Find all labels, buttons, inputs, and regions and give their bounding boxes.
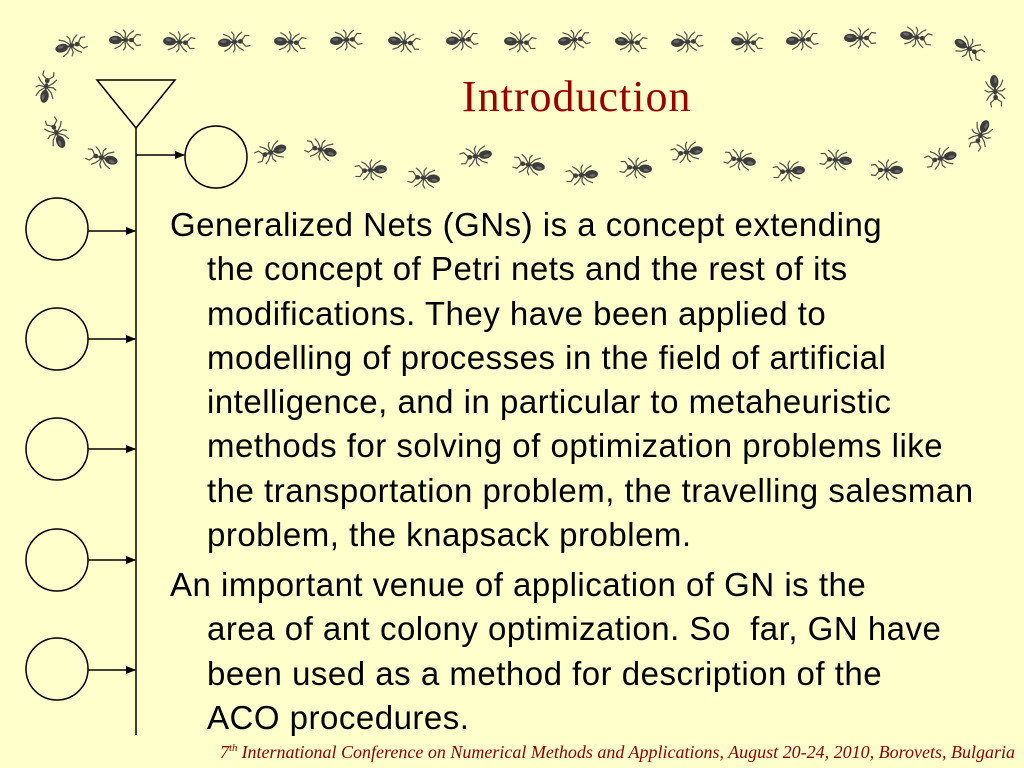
text-line: modelling of processes in the field of artificial [207, 338, 887, 376]
ant-icon [723, 147, 757, 172]
ant-icon [355, 159, 388, 182]
ant-icon [503, 31, 536, 54]
paragraph [170, 203, 974, 557]
paragraph [170, 563, 941, 740]
ant-icon [614, 31, 647, 54]
ant-icon [566, 164, 599, 187]
text-line: been used as a method for description of the [207, 654, 883, 692]
ant-icon [898, 25, 932, 50]
ant-icon [820, 149, 853, 172]
ant-icon [773, 160, 806, 183]
ant-icon [670, 140, 704, 165]
ant-icon [162, 31, 195, 54]
input-place-circle [26, 198, 88, 260]
text-line: An important venue of application of GN is the [170, 566, 867, 603]
ant-icon [408, 167, 441, 190]
footer-ordinal: 7 [220, 742, 229, 762]
text-line: Generalized Nets (GNs) is a concept extending [170, 206, 883, 243]
ant-icon [273, 31, 306, 54]
ant-icon [557, 28, 591, 52]
text-line: problem, the knapsack problem. [207, 516, 692, 554]
input-place-circle [26, 638, 88, 700]
ant-icon [387, 30, 421, 54]
footer-ordinal-suffix: th [229, 742, 238, 754]
input-place-circle [26, 308, 88, 370]
text-line: area of ant colony optimization. So far, GN have [207, 610, 942, 648]
ant-icon [53, 32, 89, 59]
ant-icon [303, 136, 339, 163]
ant-icon [34, 70, 59, 104]
ant-icon [950, 32, 987, 65]
ant-icon [109, 30, 141, 50]
ant-icon [512, 152, 546, 177]
input-place-circle [26, 418, 88, 480]
ant-icon [730, 31, 763, 54]
slide-title: Introduction [462, 72, 692, 121]
footer-text: International Conference on Numerical Methods and Applications, August 20-24, 2010, Borovets, Bulgaria [241, 742, 1015, 762]
ant-icon [84, 144, 120, 171]
output-place-circle [185, 126, 247, 188]
ant-icon [217, 31, 250, 54]
ant-icon [670, 31, 703, 54]
ant-icon [41, 115, 72, 152]
ant-icon [445, 29, 478, 52]
footer [220, 740, 1015, 764]
text-line: modifications. They have been applied to [207, 294, 827, 332]
ant-icon [872, 160, 904, 180]
text-line: ACO procedures. [207, 698, 470, 736]
text-line: the concept of Petri nets and the rest of its [207, 250, 848, 288]
input-place-circle [26, 529, 88, 591]
ant-icon [785, 29, 818, 52]
text-line: methods for solving of optimization problems like [207, 427, 944, 465]
ant-icon [329, 29, 362, 52]
ant-icon [253, 137, 289, 167]
text-line: the transportation problem, the travelling salesman [207, 471, 974, 509]
ant-icon [459, 144, 493, 169]
ant-icon [965, 116, 996, 153]
ant-icon [620, 157, 653, 180]
ant-icon [923, 144, 959, 171]
ant-icon [844, 28, 876, 48]
text-line: intelligence, and in particular to metaheuristic [207, 383, 892, 421]
transition-triangle [97, 80, 175, 128]
ant-icon [984, 74, 1007, 107]
